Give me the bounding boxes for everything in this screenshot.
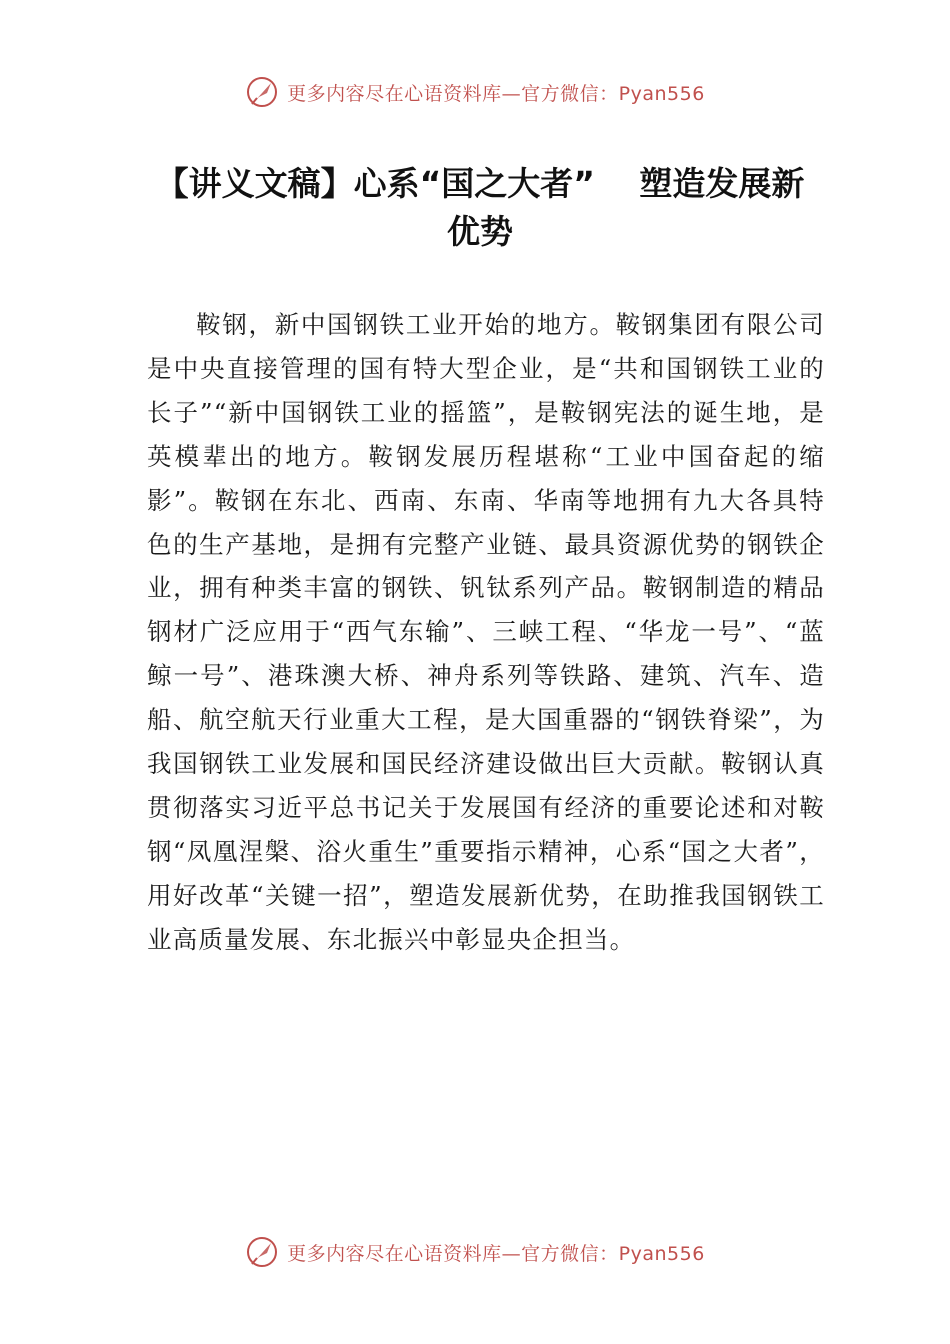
header-wechat-id: Pyan556 (618, 82, 705, 105)
footer-wechat-id: Pyan556 (618, 1242, 705, 1265)
quill-logo-icon (245, 75, 279, 109)
footer-banner-text: 更多内容尽在心语资料库—官方微信：Pyan556 (287, 1242, 705, 1265)
header-banner-text: 更多内容尽在心语资料库—官方微信：Pyan556 (287, 82, 705, 105)
footer-banner (0, 1230, 950, 1274)
body-paragraph: 鞍钢，新中国钢铁工业开始的地方。鞍钢集团有限公司是中央直接管理的国有特大型企业，是“共和国钢铁工业的长子”“新中国钢铁工业的摇篮”，是鞍钢宪法的诞生地，是英模辈出的地方。鞍钢发展历程堪称“工业中国奋起的缩影”。鞍钢在东北、西南、东南、华南等地拥有九大各具特色的生产基地，是拥有完整产业链、最具资源优势的钢铁企业，拥有种类丰富的钢铁、钒钛系列产品。鞍钢制造的精品钢材广泛应用于“西气东输”、三峡工程、“华龙一号”、“蓝鲸一号”、港珠澳大桥、神舟系列等铁路、建筑、汽车、造船、航空航天行业重大工程，是大国重器的“钢铁脊梁”，为我国钢铁工业发展和国民经济建设做出巨大贡献。鞍钢认真贯彻落实习近平总书记关于发展国有经济的重要论述和对鞍钢“凤凰涅槃、浴火重生”重要指示精神，心系“国之大者”，用好改革“关键一招”，塑造发展新优势，在助推我国钢铁工业高质量发展、东北振兴中彰显央企担当。 (147, 310, 825, 954)
document-title: 【讲义文稿】心系“国之大者” 塑造发展新优势 (155, 164, 805, 251)
quill-logo-icon (245, 1235, 279, 1269)
header-banner (0, 70, 950, 114)
